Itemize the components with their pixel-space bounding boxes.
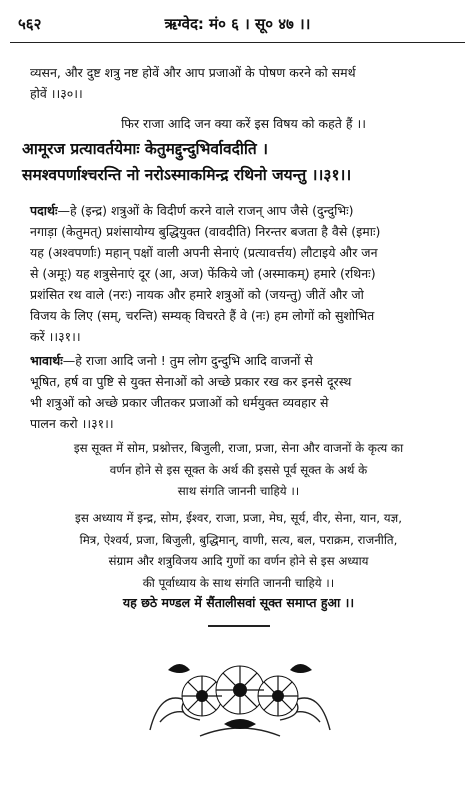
text-line: इस अध्याय में इन्द्र, सोम, ईश्वर, राजा, प्रजा, मेघ, सूर्य, वीर, सेना, यान, यज्ञ, [75,511,402,525]
text-line: साथ संगति जाननी चाहिये ।। [177,484,300,498]
subheading: फिर राजा आदि जन क्या करें इस विषय को कहते हैं ।। [121,116,366,131]
running-header [18,14,457,36]
padartha-label: पदार्थः [30,203,58,218]
bhavartha-label: भावार्थः [30,353,63,368]
text-line: भावार्थः—हे राजा आदि जनो ! तुम लोग दुन्दुभि आदि वाजनों से [30,353,313,368]
text-line: यह (अश्वपर्णाः) महान् पक्षों वाली अपनी सेनाएं (प्रत्यावर्त्तय) लौटाइये और जन [30,245,378,260]
text-line: होवें ।।३०।। [30,86,83,101]
running-title: ऋग्वेद: मं० ६ । सू० ४७ ।। [164,15,311,33]
mantra-line: आमूरज प्रत्यावर्तयेमाः केतुमद्दुन्दुभिर्वावदीति । [22,140,268,158]
section-divider [208,625,270,627]
mantra-line: समश्वपर्णाश्चरन्ति नो नरोऽस्माकमिन्द्र रथिनो जयन्तु ।।३१।। [22,166,352,184]
bhavartha-section [30,350,457,434]
page-number: ५६२ [18,15,42,33]
text-line: विजय के लिए (सम्, चरन्ति) सम्यक् विचरते हैं वे (नः) हम लोगों को सुशोभित [30,308,375,323]
text-line: संग्राम और शत्रुविजय आदि गुणों का वर्णन होने से इस अध्याय [108,554,369,568]
padartha-section [30,200,457,347]
text-line: इस सूक्त में सोम, प्रश्नोत्तर, बिजुली, राजा, प्रजा, सेना और वाजनों के कृत्य का [73,441,404,455]
text-line: की पूर्वाध्याय के साथ संगति जाननी चाहिये ।। [142,575,335,590]
text-line: भी शत्रुओं को अच्छे प्रकार जीतकर प्रजाओं को धर्मयुक्त व्यवहार से [30,395,329,410]
header-rule [10,42,465,43]
closing-line: यह छठे मण्डल में सैंतालीसवां सूक्त समाप्त हुआ ।। [122,595,355,610]
sukta-summary [20,438,457,503]
mantra-verse [22,136,457,188]
text-line: मित्र, ऐश्वर्य, प्रजा, बिजुली, बुद्धिमान्, वाणी, सत्य, बल, पराक्रम, राजनीति, [79,532,398,547]
text-line: करें ।।३१।। [30,329,81,344]
text-line: व्यसन, और दुष्ट शत्रु नष्ट होवें और आप प्रजाओं के पोषण करने को समर्थ [30,65,356,80]
text-line: पदार्थः—हे (इन्द्र) शत्रुओं के विदीर्ण करने वाले राजन् आप जैसे (दुन्दुभिः) [30,203,354,218]
text-line: नगाड़ा (केतुमत्) प्रशंसायोग्य बुद्धियुक्त (वावदीति) निरन्तर बजता है वैसे (इमाः) [30,224,381,239]
text-line: से (अमूः) यह शत्रुसेनाएं दूर (आ, अज) फेंकिये जो (अस्माकम्) हमारे (रथिनः) [30,266,376,281]
text-line: वर्णन होने से इस सूक्त के अर्थ की इससे पूर्व सूक्त के अर्थ के [109,462,368,477]
text-line: भूषित, हर्ष वा पुष्टि से युक्त सेनाओं को अच्छे प्रकार रख कर इनसे दूरस्थ [30,374,352,389]
adhyaya-summary [20,508,457,594]
text-line: प्रशंसित रथ वाले (नरः) नायक और हमारे शत्रुओं को (जयन्तु) जीतें और जो [30,287,364,302]
floral-vignette-icon [140,650,340,742]
intro-paragraph [30,62,457,104]
text-line: पालन करो ।।३१।। [30,416,114,431]
